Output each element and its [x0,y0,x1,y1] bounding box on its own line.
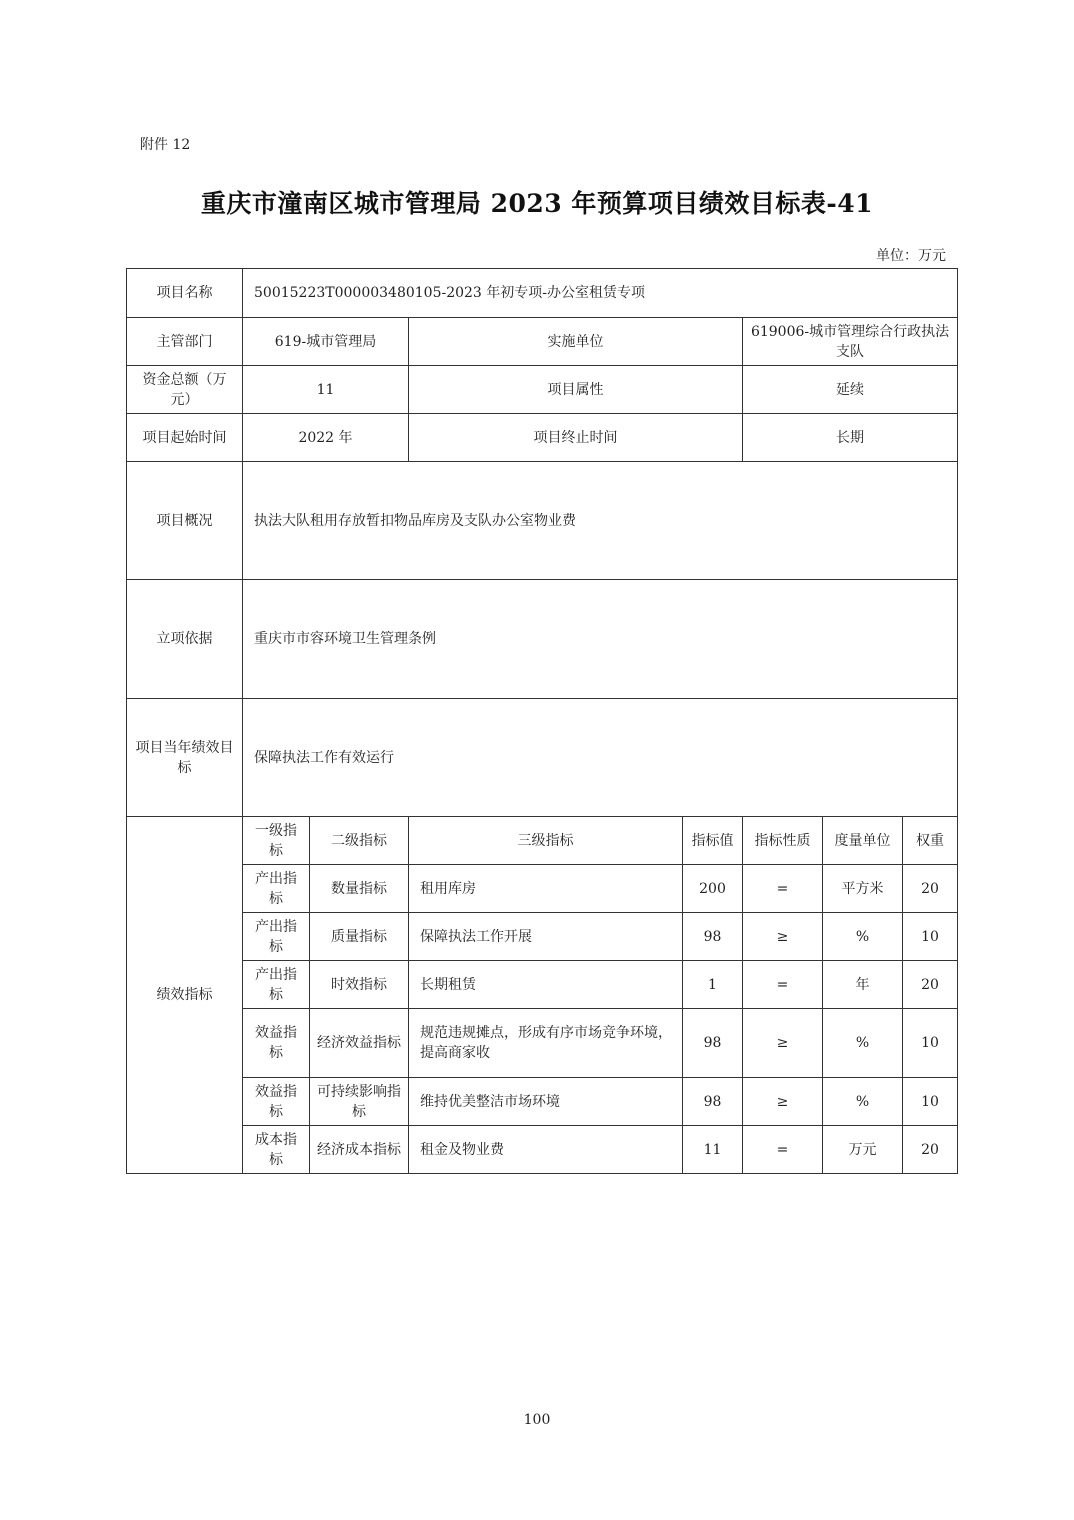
level2-cell: 时效指标 [310,961,409,1009]
row-fund [127,366,958,414]
level2-cell: 质量指标 [310,913,409,961]
project-name-label: 项目名称 [127,269,243,318]
header-level2: 二级指标 [310,817,409,865]
impl-value: 619006-城市管理综合行政执法支队 [743,318,958,366]
weight-cell: 20 [903,1126,958,1174]
basis-value: 重庆市市容环境卫生管理条例 [243,580,958,699]
unit-cell: % [823,913,903,961]
perf-header-row [127,817,958,865]
row-department [127,318,958,366]
goal-label: 项目当年绩效目标 [127,699,243,817]
nature-cell: = [743,1126,823,1174]
fund-value: 11 [243,366,409,414]
level3-cell: 租金及物业费 [409,1126,683,1174]
row-time [127,414,958,462]
page-title: 重庆市潼南区城市管理局 2023 年预算项目绩效目标表-41 [200,189,874,218]
table-row [127,865,958,913]
level1-cell: 效益指标 [243,1009,310,1078]
header-level3: 三级指标 [409,817,683,865]
weight-cell: 20 [903,961,958,1009]
end-value: 长期 [743,414,958,462]
row-project-name [127,269,958,318]
start-value: 2022 年 [243,414,409,462]
header-unit: 度量单位 [823,817,903,865]
nature-cell: ≥ [743,1009,823,1078]
header-weight: 权重 [903,817,958,865]
weight-cell: 10 [903,913,958,961]
level2-cell: 可持续影响指标 [310,1078,409,1126]
impl-label: 实施单位 [409,318,743,366]
performance-target-table [126,268,958,1174]
level3-cell: 长期租赁 [409,961,683,1009]
value-cell: 11 [683,1126,743,1174]
weight-cell: 20 [903,865,958,913]
level1-cell: 产出指标 [243,865,310,913]
unit-cell: % [823,1078,903,1126]
attachment-label: 附件 12 [140,137,191,153]
value-cell: 98 [683,1078,743,1126]
level2-cell: 数量指标 [310,865,409,913]
row-basis [127,580,958,699]
table-row [127,1078,958,1126]
header-level1: 一级指标 [243,817,310,865]
value-cell: 98 [683,913,743,961]
basis-label: 立项依据 [127,580,243,699]
weight-cell: 10 [903,1009,958,1078]
level2-cell: 经济效益指标 [310,1009,409,1078]
table-row [127,913,958,961]
fund-label: 资金总额（万元） [127,366,243,414]
overview-value: 执法大队租用存放暂扣物品库房及支队办公室物业费 [243,462,958,580]
attr-value: 延续 [743,366,958,414]
page-number: 100 [523,1412,551,1428]
level1-cell: 效益指标 [243,1078,310,1126]
nature-cell: = [743,865,823,913]
table-row [127,961,958,1009]
nature-cell: ≥ [743,1078,823,1126]
level3-cell: 保障执法工作开展 [409,913,683,961]
level3-cell: 规范违规摊点，形成有序市场竞争环境，提高商家收 [409,1009,683,1078]
unit-cell: % [823,1009,903,1078]
project-name-value: 50015223T000003480105-2023 年初专项-办公室租赁专项 [243,269,958,318]
value-cell: 98 [683,1009,743,1078]
unit-cell: 平方米 [823,865,903,913]
dept-label: 主管部门 [127,318,243,366]
header-value: 指标值 [683,817,743,865]
start-label: 项目起始时间 [127,414,243,462]
level3-cell: 维持优美整洁市场环境 [409,1078,683,1126]
attr-label: 项目属性 [409,366,743,414]
unit-cell: 年 [823,961,903,1009]
level1-cell: 产出指标 [243,913,310,961]
table-row [127,1009,958,1078]
row-goal [127,699,958,817]
table-row [127,1126,958,1174]
overview-label: 项目概况 [127,462,243,580]
nature-cell: = [743,961,823,1009]
end-label: 项目终止时间 [409,414,743,462]
dept-value: 619-城市管理局 [243,318,409,366]
level1-cell: 产出指标 [243,961,310,1009]
unit-cell: 万元 [823,1126,903,1174]
level3-cell: 租用库房 [409,865,683,913]
nature-cell: ≥ [743,913,823,961]
weight-cell: 10 [903,1078,958,1126]
value-cell: 200 [683,865,743,913]
unit-label: 单位：万元 [876,248,946,264]
level2-cell: 经济成本指标 [310,1126,409,1174]
goal-value: 保障执法工作有效运行 [243,699,958,817]
perf-label: 绩效指标 [127,817,243,1174]
header-nature: 指标性质 [743,817,823,865]
level1-cell: 成本指标 [243,1126,310,1174]
value-cell: 1 [683,961,743,1009]
row-overview [127,462,958,580]
